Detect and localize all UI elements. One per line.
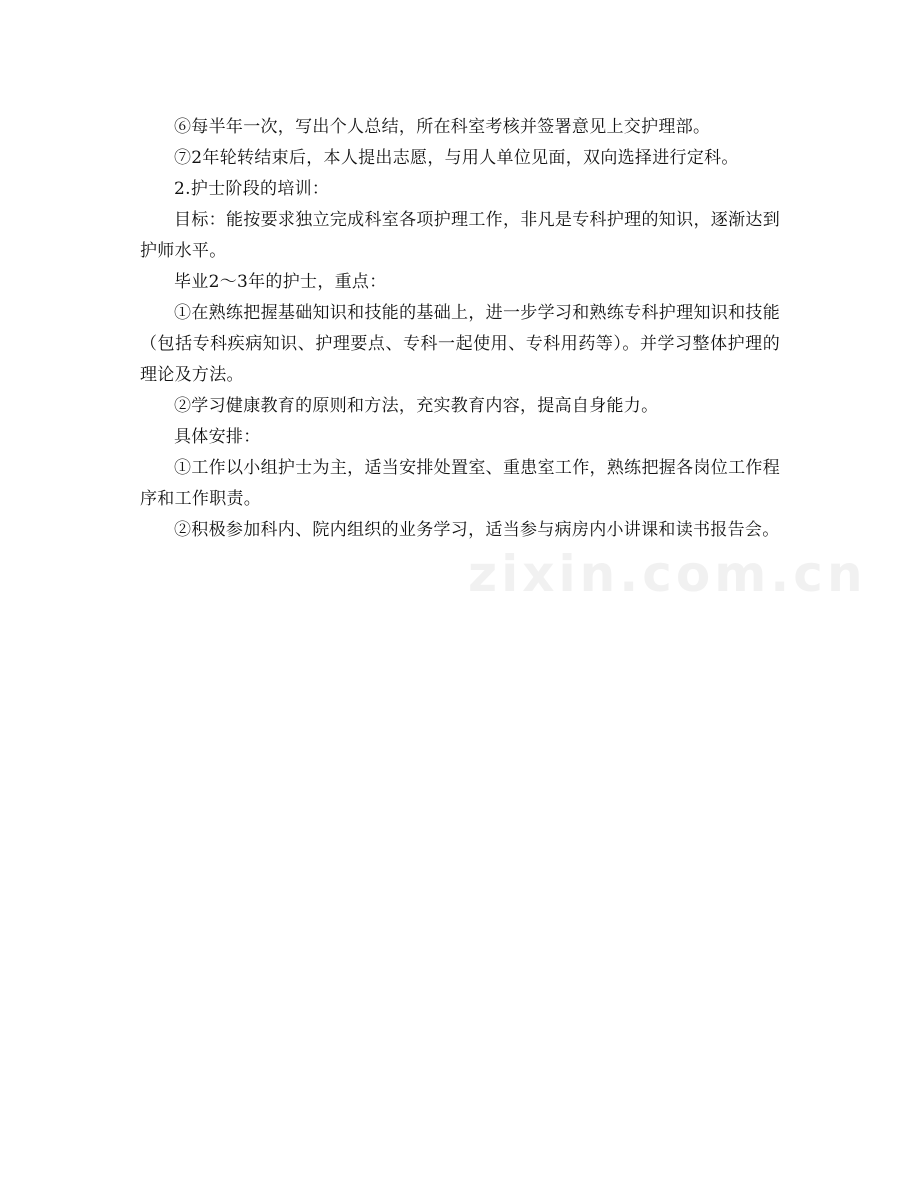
paragraph-arrangement-1: ①工作以小组护士为主，适当安排处置室、重患室工作，熟练把握各岗位工作程序和工作职责。	[140, 458, 780, 509]
section-heading-nurse-training: 2.护士阶段的培训：	[174, 179, 330, 199]
paragraph-item-6: ⑥每半年一次，写出个人总结，所在科室考核并签署意见上交护理部。	[174, 117, 711, 137]
document-body	[140, 112, 780, 546]
paragraph-arrangement-intro: 具体安排：	[174, 427, 261, 447]
watermark: zixin.com.cn	[468, 545, 867, 603]
paragraph-item-7: ⑦2年轮转结束后，本人提出志愿，与用人单位见面，双向选择进行定科。	[174, 148, 739, 168]
paragraph-goal: 目标：能按要求独立完成科室各项护理工作，非凡是专科护理的知识，逐渐达到护师水平。	[140, 210, 780, 261]
paragraph-focus-intro: 毕业2～3年的护士，重点：	[174, 272, 387, 292]
paragraph-focus-1: ①在熟练把握基础知识和技能的基础上，进一步学习和熟练专科护理知识和技能（包括专科疾病知识、护理要点、专科一起使用、专科用药等）。并学习整体护理的理论及方法。	[140, 303, 780, 385]
paragraph-arrangement-2: ②积极参加科内、院内组织的业务学习，适当参与病房内小讲课和读书报告会。	[174, 520, 780, 540]
paragraph-focus-2: ②学习健康教育的原则和方法，充实教育内容，提高自身能力。	[174, 396, 659, 416]
